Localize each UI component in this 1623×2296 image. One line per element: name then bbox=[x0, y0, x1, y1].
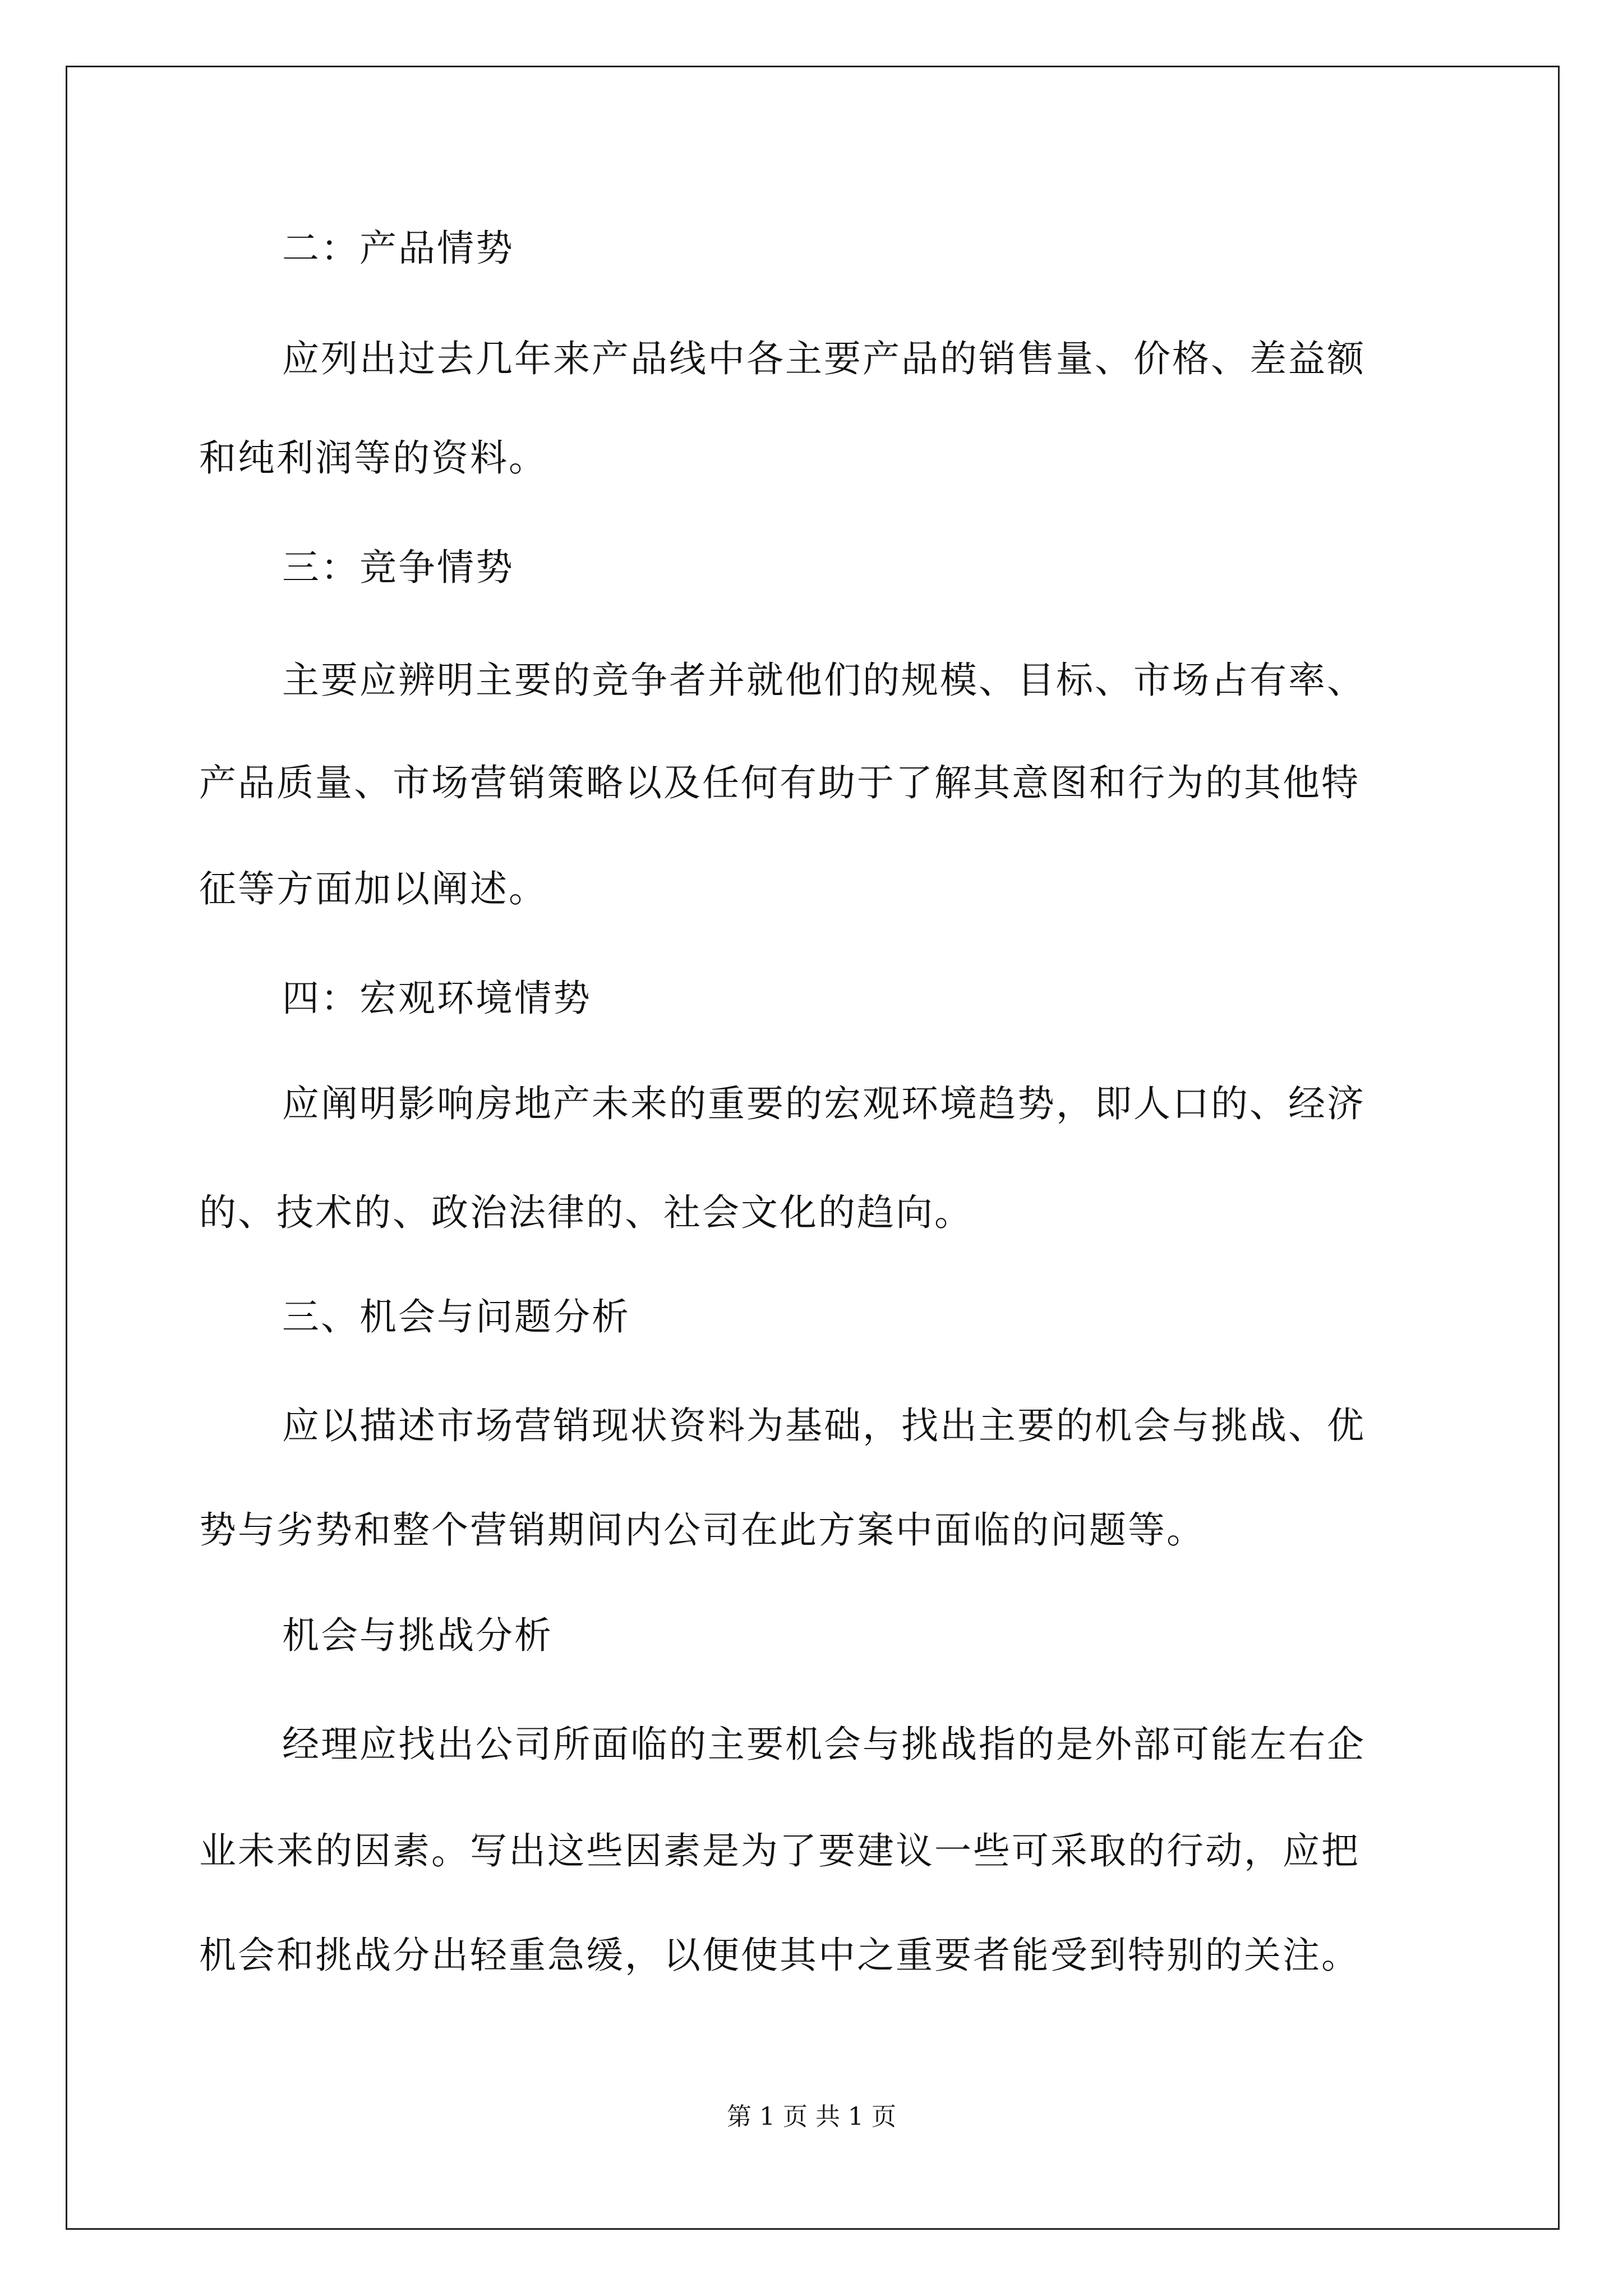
paragraph-product-situation-line-1: 应列出过去几年来产品线中各主要产品的销售量、价格、差益额 bbox=[282, 337, 1366, 380]
paragraph-macro-environment-line-2: 的、技术的、政治法律的、社会文化的趋向。 bbox=[199, 1191, 973, 1234]
paragraph-competition-line-3: 征等方面加以阐述。 bbox=[199, 867, 547, 910]
paragraph-competition-line-2: 产品质量、市场营销策略以及任何有助于了解其意图和行为的其他特 bbox=[199, 761, 1360, 804]
paragraph-product-situation-line-2: 和纯利润等的资料。 bbox=[199, 436, 547, 480]
paragraph-opportunity-challenge-line-3: 机会和挑战分出轻重急缓，以便使其中之重要者能受到特别的关注。 bbox=[199, 1934, 1360, 1977]
paragraph-opportunity-problem-line-2: 势与劣势和整个营销期间内公司在此方案中面临的问题等。 bbox=[199, 1508, 1205, 1552]
page-number-footer: 第 1 页 共 1 页 bbox=[727, 2102, 896, 2131]
heading-macro-environment: 四：宏观环境情势 bbox=[282, 977, 592, 1020]
heading-product-situation: 二：产品情势 bbox=[282, 227, 514, 270]
paragraph-macro-environment-line-1: 应阐明影响房地产未来的重要的宏观环境趋势，即人口的、经济 bbox=[282, 1082, 1366, 1125]
paragraph-competition-line-1: 主要应辨明主要的竞争者并就他们的规模、目标、市场占有率、 bbox=[282, 659, 1366, 702]
paragraph-opportunity-challenge-line-2: 业未来的因素。写出这些因素是为了要建议一些可采取的行动，应把 bbox=[199, 1829, 1360, 1872]
paragraph-opportunity-problem-line-1: 应以描述市场营销现状资料为基础，找出主要的机会与挑战、优 bbox=[282, 1404, 1366, 1447]
heading-competition-situation: 三：竞争情势 bbox=[282, 546, 514, 589]
heading-opportunity-problem-analysis: 三、机会与问题分析 bbox=[282, 1295, 630, 1338]
paragraph-opportunity-challenge-line-1: 经理应找出公司所面临的主要机会与挑战指的是外部可能左右企 bbox=[282, 1723, 1366, 1766]
page-border bbox=[66, 66, 1560, 2230]
heading-opportunity-challenge-analysis: 机会与挑战分析 bbox=[282, 1614, 553, 1657]
